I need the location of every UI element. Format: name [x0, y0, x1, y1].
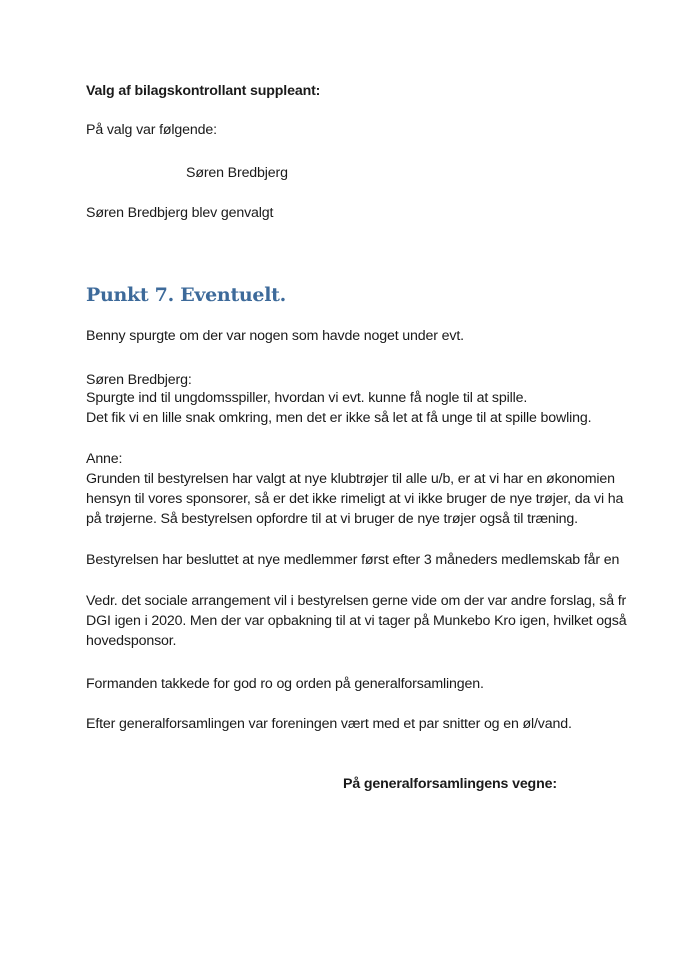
section-heading: Punkt 7. Eventuelt.	[86, 284, 286, 306]
eventuelt-intro: Benny spurgte om der var nogen som havde noget under evt.	[86, 328, 464, 344]
soren-line: Det fik vi en lille snak omkring, men det er ikke så let at få unge til at spille bowling.	[86, 410, 592, 426]
speaker-anne: Anne:	[86, 451, 123, 467]
valg-title: Valg af bilagskontrollant suppleant:	[86, 83, 321, 99]
anne-line: hensyn til vores sponsorer, så er det ikke rimeligt at vi ikke bruger de nye trøjer, da vi ha	[86, 491, 624, 507]
vedr-line: DGI igen i 2020. Men der var opbakning til at vi tager på Munkebo Kro igen, hvilket også	[86, 613, 627, 629]
vedr-line: hovedsponsor.	[86, 633, 177, 649]
soren-line: Spurgte ind til ungdomsspiller, hvordan vi evt. kunne få nogle til at spille.	[86, 390, 528, 406]
anne-line: Grunden til bestyrelsen har valgt at nye klubtrøjer til alle u/b, er at vi har en økonomien	[86, 471, 615, 487]
election-result: Søren Bredbjerg blev genvalgt	[86, 205, 274, 221]
anne-line: på trøjerne. Så bestyrelsen opfordre til at vi bruger de nye trøjer også til træning.	[86, 511, 578, 527]
speaker-soren: Søren Bredbjerg:	[86, 372, 192, 388]
candidates-intro: På valg var følgende:	[86, 122, 217, 138]
efter-paragraph: Efter generalforsamlingen var foreningen vært med et par snitter og en øl/vand.	[86, 716, 572, 732]
vedr-line: Vedr. det sociale arrangement vil i bestyrelsen gerne vide om der var andre forslag, så fr	[86, 593, 627, 609]
formanden-paragraph: Formanden takkede for god ro og orden på generalforsamlingen.	[86, 676, 484, 692]
bestyrelsen-paragraph: Bestyrelsen har besluttet at nye medlemmer først efter 3 måneders medlemskab får en	[86, 552, 620, 568]
signature-line: På generalforsamlingens vegne:	[343, 776, 557, 792]
candidate-name: Søren Bredbjerg	[186, 165, 288, 181]
